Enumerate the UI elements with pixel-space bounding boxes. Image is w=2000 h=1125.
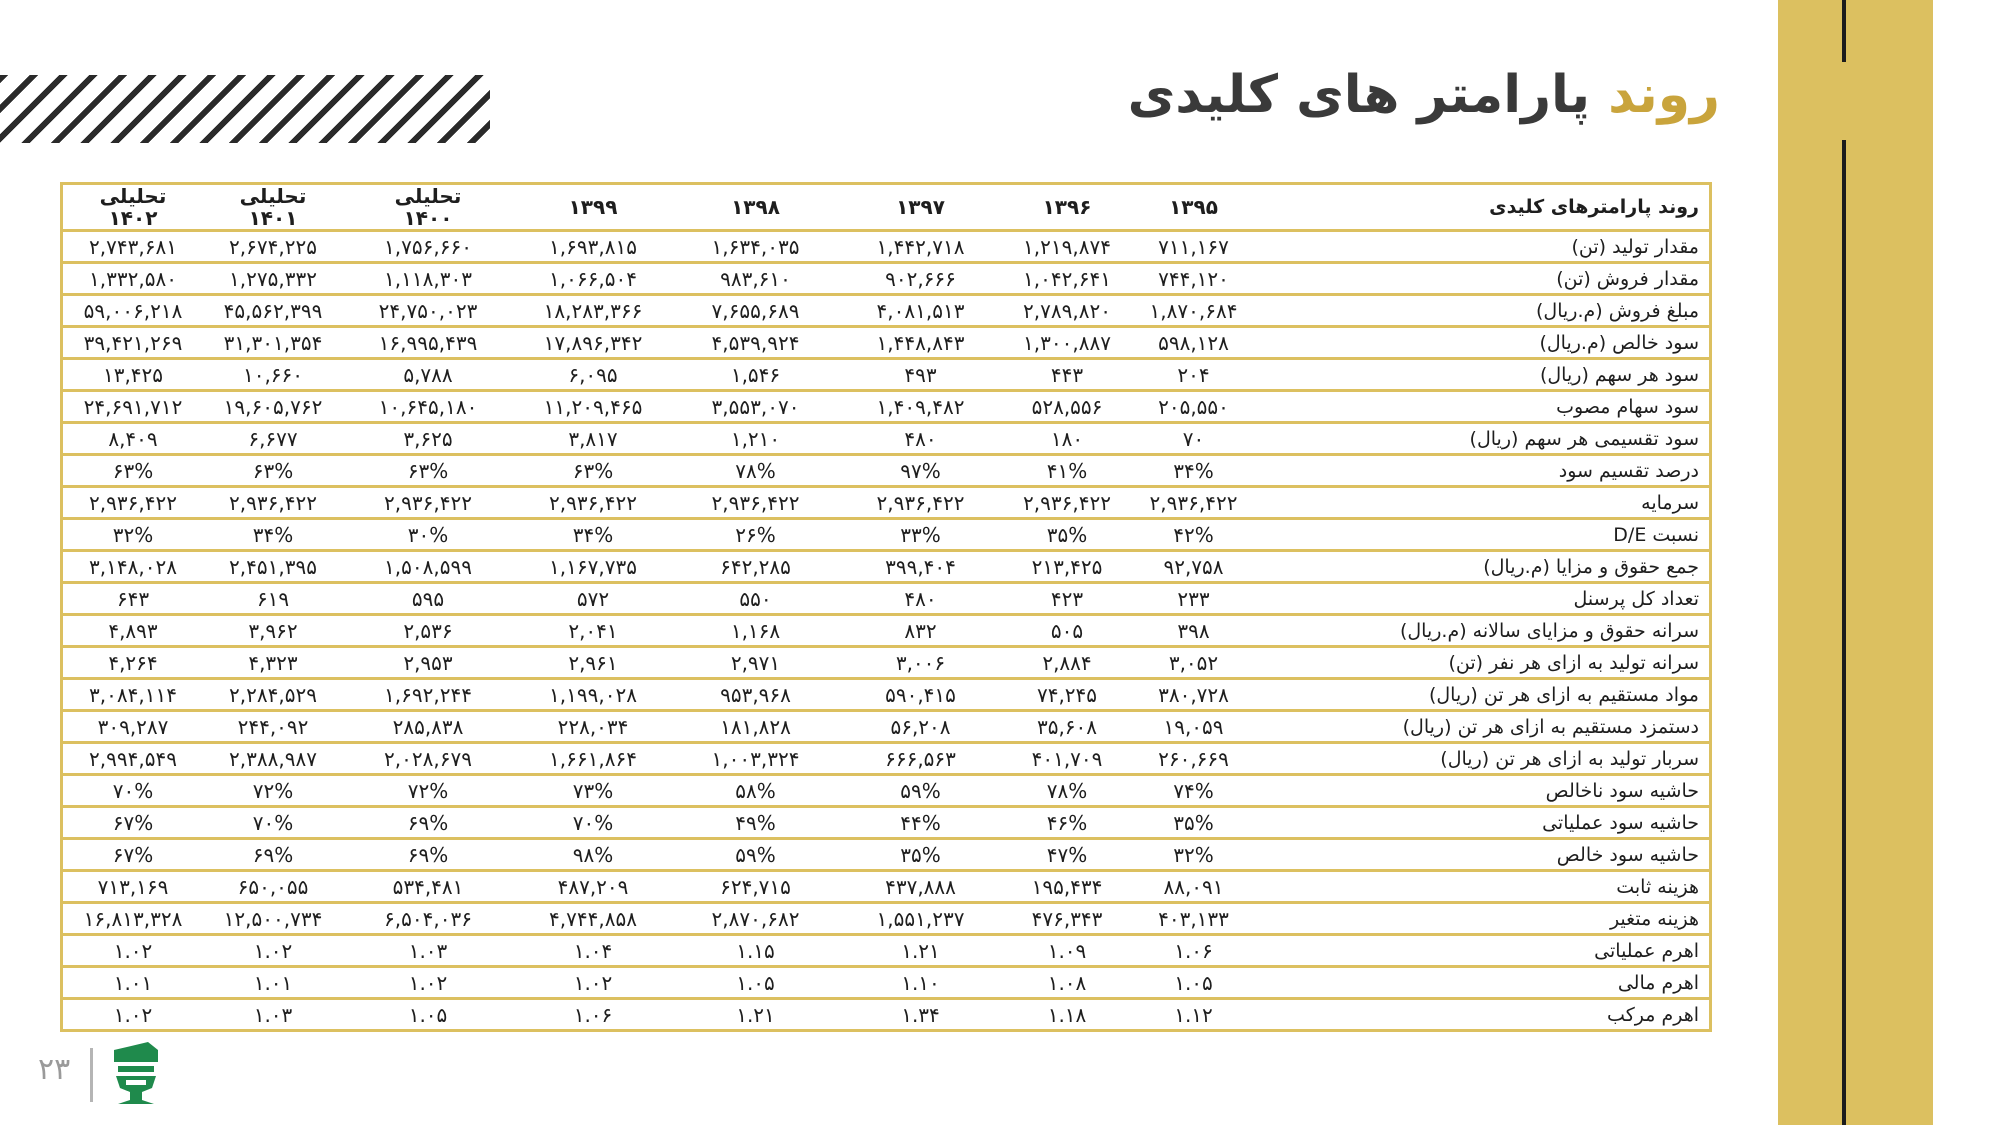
table-cell: ۴۱% (1003, 455, 1131, 487)
table-cell: ۷۰ (1131, 423, 1256, 455)
side-gold-band (1778, 0, 1933, 1125)
column-header-line1: تحلیلی (239, 185, 307, 208)
table-cell: ۷۸% (1003, 775, 1131, 807)
table-cell: ۳۲% (63, 519, 203, 551)
row-label: اهرم عملیاتی (1256, 935, 1709, 967)
table-cell: ۶۲۴,۷۱۵ (673, 871, 838, 903)
table-cell: ۴۰۳,۱۳۳ (1131, 903, 1256, 935)
table-cell: ۱.۰۱ (63, 967, 203, 999)
table-cell: ۱.۰۶ (573, 1002, 613, 1027)
table-cell: ۹۸% (513, 839, 673, 871)
table-cell: ۱.۰۵ (1131, 967, 1256, 999)
row-label: مقدار فروش (تن) (1256, 263, 1709, 295)
table-row (63, 487, 1709, 519)
table-cell: ۶۹% (203, 839, 343, 871)
table-cell: ۱.۰۳ (343, 935, 513, 967)
table-cell: ۵۹۵ (343, 583, 513, 615)
table-cell: ۶,۰۹۵ (513, 359, 673, 391)
table-cell: ۳۰۹,۲۸۷ (63, 711, 203, 743)
table-cell: ۱,۱۶۷,۷۳۵ (513, 551, 673, 583)
row-label: اهرم مالی (1256, 967, 1709, 999)
table-cell: ۷,۶۵۵,۶۸۹ (673, 295, 838, 327)
column-header (63, 185, 203, 231)
table-cell: ۶۳% (63, 455, 203, 487)
row-label: سود سهام مصوب (1256, 391, 1709, 423)
table-cell: ۹۵۳,۹۶۸ (673, 679, 838, 711)
table-cell: ۳۸۰,۷۲۸ (1131, 679, 1256, 711)
table-cell: ۴۹% (673, 807, 838, 839)
table-cell: ۴۷۶,۳۴۳ (1003, 903, 1131, 935)
table-cell: ۲,۹۶۱ (513, 647, 673, 679)
table-cell: ۹۲,۷۵۸ (1131, 551, 1256, 583)
table-cell: ۳۴% (203, 519, 343, 551)
table-cell: ۶,۶۷۷ (203, 423, 343, 455)
column-header (513, 185, 673, 231)
table-cell: ۱.۰۳ (253, 1002, 293, 1027)
company-logo (108, 1040, 164, 1108)
table-cell: ۱,۸۷۰,۶۸۴ (1131, 295, 1256, 327)
table-cell: ۱.۰۲ (513, 967, 673, 999)
row-label: حاشیه سود عملیاتی (1256, 807, 1709, 839)
row-label: هزینه ثابت (1256, 871, 1709, 903)
column-header-line1: ۱۳۹۹ (568, 195, 618, 219)
table-cell: ۵۹% (838, 775, 1003, 807)
table-cell: ۱,۱۶۸ (673, 615, 838, 647)
row-label: سرمایه (1256, 487, 1709, 519)
page-number: ۲۳ (38, 1052, 71, 1087)
column-header-line1: ۱۳۹۵ (1169, 195, 1218, 219)
table-cell: ۵۶,۲۰۸ (838, 711, 1003, 743)
table-row (63, 807, 1709, 839)
column-header-line2: ۱۴۰۰ (403, 206, 453, 230)
column-header-line1: تحلیلی (99, 185, 167, 208)
table-cell: ۲۶% (673, 519, 838, 551)
table-cell: ۱۲,۵۰۰,۷۳۴ (203, 903, 343, 935)
table-cell: ۱.۱۰ (838, 967, 1003, 999)
table-cell: ۱.۱۸ (1047, 1002, 1087, 1027)
table-cell: ۷۲% (203, 775, 343, 807)
table-cell: ۲,۳۸۸,۹۸۷ (203, 743, 343, 775)
row-label: اهرم مرکب (1607, 1003, 1699, 1026)
row-label: تعداد کل پرسنل (1256, 583, 1709, 615)
column-header (343, 185, 513, 231)
table-cell: ۶۴۳ (63, 583, 203, 615)
column-header (673, 185, 838, 231)
column-header-line1: ۱۳۹۶ (1042, 195, 1092, 219)
table-cell: ۶۴۲,۲۸۵ (673, 551, 838, 583)
column-header-line1: ۱۳۹۸ (731, 195, 780, 219)
table-cell: ۲۰۴ (1131, 359, 1256, 391)
table-cell: ۱,۴۴۸,۸۴۳ (838, 327, 1003, 359)
table-cell: ۵۲۸,۵۵۶ (1003, 391, 1131, 423)
table-cell: ۶,۵۰۴,۰۳۶ (343, 903, 513, 935)
table-cell: ۲,۹۵۳ (343, 647, 513, 679)
key-parameters-table (60, 182, 1712, 1032)
table-row (63, 327, 1709, 359)
table-cell: ۲,۹۳۶,۴۲۲ (343, 487, 513, 519)
table-cell: ۲,۹۹۴,۵۴۹ (63, 743, 203, 775)
table-row (63, 967, 1709, 999)
decorative-hatch-stripes (0, 75, 490, 143)
table-cell: ۳,۵۵۳,۰۷۰ (673, 391, 838, 423)
table-cell: ۱۷,۸۹۶,۳۴۲ (513, 327, 673, 359)
table-cell: ۳۰% (343, 519, 513, 551)
table-cell: ۳۱,۳۰۱,۳۵۴ (203, 327, 343, 359)
table-cell: ۱.۰۲ (343, 967, 513, 999)
table-cell: ۱۹,۶۰۵,۷۶۲ (203, 391, 343, 423)
table-cell: ۴۲% (1131, 519, 1256, 551)
row-label: سود خالص (م.ریال) (1256, 327, 1709, 359)
table-cell: ۴۵,۵۶۲,۳۹۹ (203, 295, 343, 327)
table-cell: ۱.۰۵ (408, 1002, 448, 1027)
table-cell: ۲۴,۷۵۰,۰۲۳ (343, 295, 513, 327)
table-cell: ۷۴۴,۱۲۰ (1131, 263, 1256, 295)
table-cell: ۳۹۸ (1131, 615, 1256, 647)
row-label: سرانه حقوق و مزایای سالانه (م.ریال) (1256, 615, 1709, 647)
table-cell: ۳,۹۶۲ (203, 615, 343, 647)
table-cell: ۷۰% (513, 807, 673, 839)
table-cell: ۶۳% (343, 455, 513, 487)
table-cell: ۱,۵۰۸,۵۹۹ (343, 551, 513, 583)
table-cell: ۱۳,۴۲۵ (63, 359, 203, 391)
table-cell: ۱.۱۵ (673, 935, 838, 967)
table-cell: ۳,۰۸۴,۱۱۴ (63, 679, 203, 711)
table-cell: ۶۷% (63, 839, 203, 871)
table-cell: ۱.۰۲ (113, 1002, 153, 1027)
table-cell: ۲۰۵,۵۵۰ (1131, 391, 1256, 423)
table-cell: ۴۴۳ (1003, 359, 1131, 391)
table-cell: ۲,۷۴۳,۶۸۱ (63, 231, 203, 263)
row-label-header: روند پارامترهای کلیدی (1256, 185, 1709, 231)
table-cell: ۲۸۵,۸۳۸ (343, 711, 513, 743)
table-row (63, 871, 1709, 903)
table-cell: ۶۶۶,۵۶۳ (838, 743, 1003, 775)
table-cell: ۷۳% (513, 775, 673, 807)
table-cell: ۲,۹۳۶,۴۲۲ (513, 487, 673, 519)
table-cell: ۱,۴۰۹,۴۸۲ (838, 391, 1003, 423)
table-cell: ۲۴,۶۹۱,۷۱۲ (63, 391, 203, 423)
table-row (63, 423, 1709, 455)
table-cell: ۱,۰۰۳,۳۲۴ (673, 743, 838, 775)
table-cell: ۶۹% (343, 839, 513, 871)
table-cell: ۱.۲۱ (736, 1002, 775, 1027)
page-title-rest: پارامتر های کلیدی (1127, 65, 1591, 125)
table-cell: ۱,۶۳۴,۰۳۵ (673, 231, 838, 263)
table-cell: ۴۸۰ (838, 423, 1003, 455)
table-cell: ۳,۱۴۸,۰۲۸ (63, 551, 203, 583)
table-cell: ۱.۰۵ (673, 967, 838, 999)
table-cell: ۱.۰۸ (1003, 967, 1131, 999)
table-cell: ۲,۹۳۶,۴۲۲ (1131, 487, 1256, 519)
table-cell: ۹۸۳,۶۱۰ (673, 263, 838, 295)
table-cell: ۲,۹۷۱ (673, 647, 838, 679)
row-label: سربار تولید به ازای هر تن (ریال) (1256, 743, 1709, 775)
table-cell: ۳,۰۰۶ (838, 647, 1003, 679)
table-cell: ۲,۹۳۶,۴۲۲ (203, 487, 343, 519)
table-row (63, 935, 1709, 967)
table-cell: ۶۳% (513, 455, 673, 487)
table-cell: ۱.۰۹ (1003, 935, 1131, 967)
table-cell: ۳,۶۲۵ (343, 423, 513, 455)
table-cell: ۳۲% (1131, 839, 1256, 871)
table-cell: ۹۰۲,۶۶۶ (838, 263, 1003, 295)
table-cell: ۵۵۰ (673, 583, 838, 615)
table-cell: ۱۸,۲۸۳,۳۶۶ (513, 295, 673, 327)
table-row (63, 711, 1709, 743)
table-cell: ۲۳۳ (1131, 583, 1256, 615)
table-cell: ۵,۷۸۸ (343, 359, 513, 391)
table-cell: ۱.۰۱ (203, 967, 343, 999)
table-row (63, 231, 1709, 263)
table-cell: ۲,۷۸۹,۸۲۰ (1003, 295, 1131, 327)
table-cell: ۴۶% (1003, 807, 1131, 839)
column-header-line2: ۱۴۰۲ (108, 206, 158, 230)
table-cell: ۱,۴۴۲,۷۱۸ (838, 231, 1003, 263)
table-cell: ۲,۸۸۴ (1003, 647, 1131, 679)
table-cell: ۸,۴۰۹ (63, 423, 203, 455)
table-cell: ۸۳۲ (838, 615, 1003, 647)
table-cell: ۷۰% (63, 775, 203, 807)
table-cell: ۳۳% (838, 519, 1003, 551)
table-row (63, 903, 1709, 935)
row-label: مبلغ فروش (م.ریال) (1256, 295, 1709, 327)
table-cell: ۶۳% (203, 455, 343, 487)
column-header-line1: تحلیلی (394, 185, 462, 208)
table-cell: ۵۰۵ (1003, 615, 1131, 647)
table-row (63, 839, 1709, 871)
table-cell: ۴۷% (1003, 839, 1131, 871)
side-band-line-top (1842, 0, 1846, 62)
table-cell: ۴۴% (838, 807, 1003, 839)
table-cell: ۳۵% (838, 839, 1003, 871)
table-cell: ۱.۰۴ (513, 935, 673, 967)
table-cell: ۷۴,۲۴۵ (1003, 679, 1131, 711)
table-cell: ۶۷% (63, 807, 203, 839)
table-row (63, 743, 1709, 775)
column-header (1003, 185, 1131, 231)
table-cell: ۷۲% (343, 775, 513, 807)
table-cell: ۱۱,۲۰۹,۴۶۵ (513, 391, 673, 423)
table-cell: ۳۴% (513, 519, 673, 551)
table-row (63, 455, 1709, 487)
table-cell: ۱.۳۴ (901, 1002, 940, 1027)
table-cell: ۲,۰۲۸,۶۷۹ (343, 743, 513, 775)
table-row (63, 391, 1709, 423)
table-cell: ۵۹۸,۱۲۸ (1131, 327, 1256, 359)
row-label: دستمزد مستقیم به ازای هر تن (ریال) (1256, 711, 1709, 743)
table-row (63, 775, 1709, 807)
table-cell: ۱۰,۶۶۰ (203, 359, 343, 391)
table-cell: ۲,۹۳۶,۴۲۲ (63, 487, 203, 519)
table-cell: ۸۸,۰۹۱ (1131, 871, 1256, 903)
column-header-line2: ۱۴۰۱ (248, 206, 298, 230)
table-cell: ۱,۵۵۱,۲۳۷ (838, 903, 1003, 935)
table-cell: ۲۶۰,۶۶۹ (1131, 743, 1256, 775)
table-cell: ۷۴% (1131, 775, 1256, 807)
row-label: سود تقسیمی هر سهم (ریال) (1256, 423, 1709, 455)
table-cell: ۲,۹۳۶,۴۲۲ (1003, 487, 1131, 519)
table-cell: ۵۳۴,۴۸۱ (343, 871, 513, 903)
table-cell: ۱۰,۶۴۵,۱۸۰ (343, 391, 513, 423)
row-label: مقدار تولید (تن) (1256, 231, 1709, 263)
table-cell: ۳۹,۴۲۱,۲۶۹ (63, 327, 203, 359)
table-row (63, 263, 1709, 295)
table-cell: ۷۰% (203, 807, 343, 839)
row-label: هزینه متغیر (1256, 903, 1709, 935)
table-cell: ۲,۸۷۰,۶۸۲ (673, 903, 838, 935)
table-cell: ۶۱۹ (203, 583, 343, 615)
table-cell: ۴۸۰ (838, 583, 1003, 615)
table-cell: ۲,۹۳۶,۴۲۲ (838, 487, 1003, 519)
table-cell: ۱۶,۹۹۵,۴۳۹ (343, 327, 513, 359)
table-row (63, 647, 1709, 679)
table-cell: ۱,۱۱۸,۳۰۳ (343, 263, 513, 295)
table-row (63, 551, 1709, 583)
table-cell: ۲۱۳,۴۲۵ (1003, 551, 1131, 583)
column-header (1131, 185, 1256, 231)
table-cell: ۱,۲۷۵,۳۳۲ (203, 263, 343, 295)
footer-separator (90, 1048, 93, 1102)
row-label: حاشیه سود ناخالص (1256, 775, 1709, 807)
table-cell: ۱,۱۹۹,۰۲۸ (513, 679, 673, 711)
row-label: سود هر سهم (ریال) (1256, 359, 1709, 391)
table-cell: ۴,۲۶۴ (63, 647, 203, 679)
table-cell: ۱.۰۲ (203, 935, 343, 967)
table-header-row (63, 185, 1709, 231)
table-cell: ۳,۸۱۷ (513, 423, 673, 455)
table-cell: ۲,۲۸۴,۵۲۹ (203, 679, 343, 711)
table-row (63, 295, 1709, 327)
table-cell: ۱,۳۰۰,۸۸۷ (1003, 327, 1131, 359)
table-cell: ۱.۰۲ (63, 935, 203, 967)
column-header-line1: ۱۳۹۷ (896, 195, 945, 219)
table-cell: ۵۹۰,۴۱۵ (838, 679, 1003, 711)
table-cell: ۷۱۱,۱۶۷ (1131, 231, 1256, 263)
table-cell: ۵۹% (673, 839, 838, 871)
table-cell: ۲,۴۵۱,۳۹۵ (203, 551, 343, 583)
row-label: درصد تقسیم سود (1256, 455, 1709, 487)
row-label: مواد مستقیم به ازای هر تن (ریال) (1256, 679, 1709, 711)
table-cell: ۲۴۴,۰۹۲ (203, 711, 343, 743)
table-cell: ۹۷% (838, 455, 1003, 487)
table-row (63, 615, 1709, 647)
table-cell: ۱,۲۱۰ (673, 423, 838, 455)
column-header (838, 185, 1003, 231)
table-cell: ۴۳۷,۸۸۸ (838, 871, 1003, 903)
table-cell: ۱۶,۸۱۳,۳۲۸ (63, 903, 203, 935)
table-cell: ۴,۵۳۹,۹۲۴ (673, 327, 838, 359)
table-cell: ۱۹۵,۴۳۴ (1003, 871, 1131, 903)
table-row (63, 679, 1709, 711)
row-label: سرانه تولید به ازای هر نفر (تن) (1256, 647, 1709, 679)
table-cell: ۶۹% (343, 807, 513, 839)
table-cell: ۱,۶۹۲,۲۴۴ (343, 679, 513, 711)
table-cell: ۳۴% (1131, 455, 1256, 487)
table-cell: ۴,۸۹۳ (63, 615, 203, 647)
table-cell: ۵۸% (673, 775, 838, 807)
table-cell: ۱,۷۵۶,۶۶۰ (343, 231, 513, 263)
side-band-line-bottom (1842, 140, 1846, 1125)
table-cell: ۳۹۹,۴۰۴ (838, 551, 1003, 583)
row-label: حاشیه سود خالص (1256, 839, 1709, 871)
table-cell: ۳۵% (1003, 519, 1131, 551)
table-cell: ۲,۵۳۶ (343, 615, 513, 647)
table-cell: ۴,۷۴۴,۸۵۸ (513, 903, 673, 935)
table-cell: ۱,۶۶۱,۸۶۴ (513, 743, 673, 775)
table-cell: ۲,۰۴۱ (513, 615, 673, 647)
table-row (63, 583, 1709, 615)
column-header (203, 185, 343, 231)
table-cell: ۴۹۳ (838, 359, 1003, 391)
table-cell: ۴۸۷,۲۰۹ (513, 871, 673, 903)
table-cell: ۴,۰۸۱,۵۱۳ (838, 295, 1003, 327)
table-cell: ۱۹,۰۵۹ (1131, 711, 1256, 743)
table-cell: ۱۸۰ (1003, 423, 1131, 455)
table-cell: ۳۵,۶۰۸ (1003, 711, 1131, 743)
table-row (63, 359, 1709, 391)
table-cell: ۲۲۸,۰۳۴ (513, 711, 673, 743)
row-label: نسبت D/E (1256, 519, 1709, 551)
table-cell: ۱.۰۶ (1131, 935, 1256, 967)
table-cell: ۷۸% (673, 455, 838, 487)
table-cell: ۱,۵۴۶ (673, 359, 838, 391)
table-cell: ۲,۶۷۴,۲۲۵ (203, 231, 343, 263)
table-cell: ۵۹,۰۰۶,۲۱۸ (63, 295, 203, 327)
table-cell: ۱,۰۶۶,۵۰۴ (513, 263, 673, 295)
table-cell: ۱,۰۴۲,۶۴۱ (1003, 263, 1131, 295)
table-cell: ۱,۲۱۹,۸۷۴ (1003, 231, 1131, 263)
table-cell: ۴۰۱,۷۰۹ (1003, 743, 1131, 775)
row-label: جمع حقوق و مزایا (م.ریال) (1256, 551, 1709, 583)
table-cell: ۵۷۲ (513, 583, 673, 615)
table-cell: ۳,۰۵۲ (1131, 647, 1256, 679)
table-cell: ۱.۱۲ (1174, 1002, 1213, 1027)
table-cell: ۱,۳۳۲,۵۸۰ (63, 263, 203, 295)
table-cell: ۴۲۳ (1003, 583, 1131, 615)
table-cell: ۱,۶۹۳,۸۱۵ (513, 231, 673, 263)
table-row (63, 519, 1709, 551)
table-cell: ۱.۲۱ (838, 935, 1003, 967)
table-cell: ۲,۹۳۶,۴۲۲ (673, 487, 838, 519)
table-cell: ۱۸۱,۸۲۸ (673, 711, 838, 743)
table-cell: ۳۵% (1131, 807, 1256, 839)
table-cell: ۴,۳۲۳ (203, 647, 343, 679)
table-row (63, 999, 1709, 1030)
page-title-highlight: روند (1608, 65, 1720, 125)
table-cell: ۷۱۳,۱۶۹ (63, 871, 203, 903)
page-title (1128, 60, 1720, 130)
table-cell: ۶۵۰,۰۵۵ (203, 871, 343, 903)
